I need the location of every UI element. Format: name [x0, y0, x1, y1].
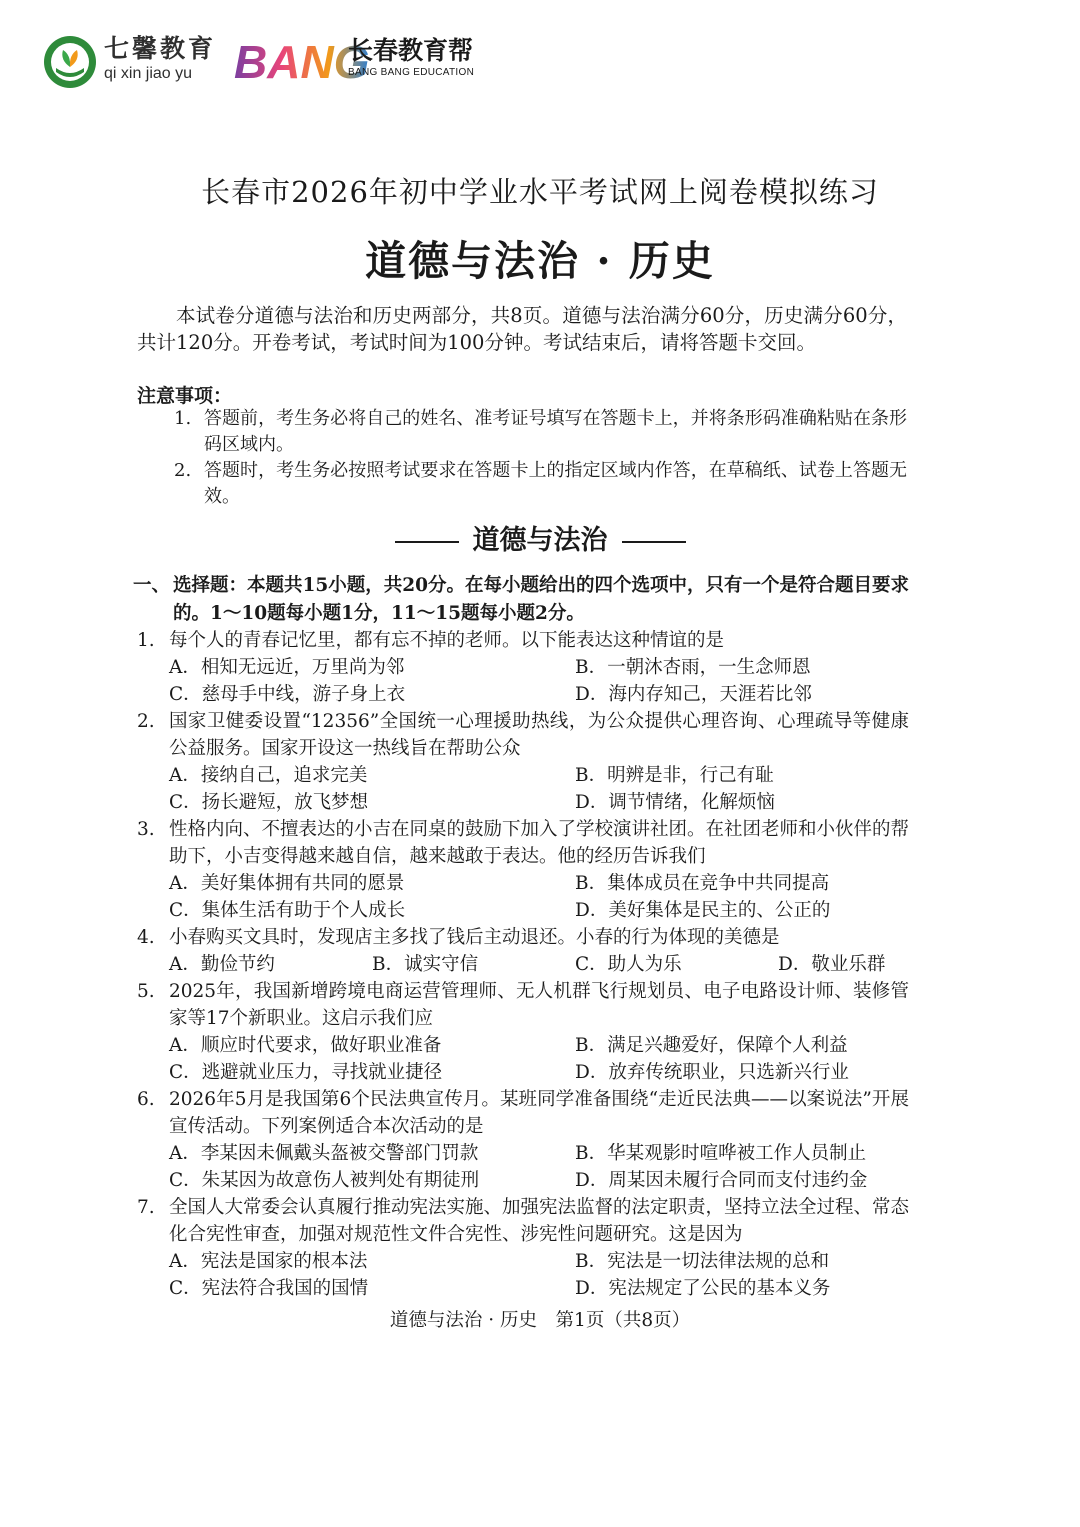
note-text: 答题前，考生务必将自己的姓名、准考证号填写在答题卡上，并将条形码准确粘贴在条形码区域内。: [204, 408, 907, 455]
option-a: A．顺应时代要求，做好职业准备: [169, 1035, 442, 1056]
question-stem: [137, 816, 909, 870]
note-item: [174, 406, 907, 458]
section-title: 道德与法治: [472, 525, 608, 556]
question-list: [137, 627, 909, 1302]
question-6: [137, 1086, 909, 1194]
notes-list: [174, 406, 907, 510]
question-stem: [137, 708, 909, 762]
options: [137, 1140, 909, 1194]
bang-logo-cn: 长春教育帮: [348, 36, 474, 65]
question-stem: [137, 1194, 909, 1248]
question-3: [137, 816, 909, 924]
options: [137, 1248, 909, 1302]
option-c: C．朱某因为故意伤人被判处有期徒刑: [169, 1170, 480, 1191]
options: [137, 951, 909, 978]
question-text: 2026年5月是我国第6个民法典宣传月。某班同学准备围绕“走近民法典——以案说法”开展宣传活动。下列案例适合本次活动的是: [169, 1089, 909, 1137]
note-text: 答题时，考生务必按照考试要求在答题卡上的指定区域内作答，在草稿纸、试卷上答题无效。: [204, 460, 907, 507]
notes-title: 注意事项：: [137, 385, 233, 407]
option-a: A．宪法是国家的根本法: [169, 1251, 368, 1272]
option-a: A．李某因未佩戴头盔被交警部门罚款: [169, 1143, 479, 1164]
note-number: 2.: [174, 460, 192, 481]
option-b: B．一朝沐杏雨，一生念师恩: [575, 657, 811, 678]
qixin-logo-cn: 七馨教育: [104, 34, 217, 63]
question-text: 小春购买文具时，发现店主多找了钱后主动退还。小春的行为体现的美德是: [169, 927, 780, 948]
options: [137, 654, 909, 708]
option-c: C．助人为乐: [575, 954, 682, 975]
bang-logo-text: [348, 38, 474, 78]
option-b: B．满足兴趣爱好，保障个人利益: [575, 1035, 848, 1056]
page-footer: 道德与法治 · 历史 第1页（共8页）: [389, 1310, 691, 1331]
note-number: 1.: [174, 408, 192, 429]
question-number: 4.: [137, 927, 155, 948]
question-7: [137, 1194, 909, 1302]
option-d: D．周某因未履行合同而支付违约金: [575, 1170, 868, 1191]
question-number: 3.: [137, 819, 155, 840]
instruction-number: 一、: [133, 575, 171, 596]
option-a: A．美好集体拥有共同的愿景: [169, 873, 405, 894]
option-c: C．宪法符合我国的国情: [169, 1278, 369, 1299]
exam-title: 长春市2026年初中学业水平考试网上阅卷模拟练习: [201, 175, 879, 209]
option-b: B．明辨是非，行己有耻: [575, 765, 774, 786]
note-item: [174, 458, 907, 510]
question-text: 每个人的青春记忆里，都有忘不掉的老师。以下能表达这种情谊的是: [169, 630, 725, 651]
option-d: D．放弃传统职业，只选新兴行业: [575, 1062, 849, 1083]
question-stem: [137, 924, 909, 951]
section-rule-right: [622, 541, 686, 543]
option-d: D．宪法规定了公民的基本义务: [575, 1278, 831, 1299]
options: [137, 870, 909, 924]
option-d: D．海内存知己，天涯若比邻: [575, 684, 812, 705]
question-stem: [137, 978, 909, 1032]
question-number: 1.: [137, 630, 155, 651]
option-a: A．相知无远近，万里尚为邻: [169, 657, 405, 678]
question-number: 2.: [137, 711, 155, 732]
question-5: [137, 978, 909, 1086]
question-number: 6.: [137, 1089, 155, 1110]
option-c: C．集体生活有助于个人成长: [169, 900, 406, 921]
question-2: [137, 708, 909, 816]
section-heading: [0, 518, 1080, 557]
option-c: C．扬长避短，放飞梦想: [169, 792, 369, 813]
question-text: 国家卫健委设置“12356”全国统一心理援助热线，为公众提供心理咨询、心理疏导等健康公益服务。国家开设这一热线旨在帮助公众: [169, 711, 909, 759]
question-number: 7.: [137, 1197, 155, 1218]
option-d: D．调节情绪，化解烦恼: [575, 792, 775, 813]
instruction-text: 选择题：本题共15小题，共20分。在每小题给出的四个选项中，只有一个是符合题目要求的。1～10题每小题1分，11～15题每小题2分。: [173, 575, 909, 624]
option-d: D．美好集体是民主的、公正的: [575, 900, 831, 921]
intro-paragraph: 本试卷分道德与法治和历史两部分，共8页。道德与法治满分60分，历史满分60分，共计120分。开卷考试，考试时间为100分钟。考试结束后，请将答题卡交回。: [137, 304, 907, 354]
option-b: B．诚实守信: [372, 954, 479, 975]
exam-subtitle: 道德与法治 · 历史: [365, 237, 715, 285]
section-instruction: [133, 572, 909, 628]
option-d: D．敬业乐群: [778, 954, 886, 975]
question-stem: [137, 627, 909, 654]
option-c: C．逃避就业压力，寻找就业捷径: [169, 1062, 443, 1083]
bang-logo-en: BANG BANG EDUCATION: [348, 67, 475, 78]
svg-text:BANG: BANG: [234, 36, 370, 84]
question-text: 2025年，我国新增跨境电商运营管理师、无人机群飞行规划员、电子电路设计师、装修管家等17个新职业。这启示我们应: [169, 981, 909, 1029]
option-a: A．接纳自己，追求完美: [169, 765, 368, 786]
header: [42, 32, 542, 92]
options: [137, 762, 909, 816]
section-rule-left: [395, 541, 459, 543]
option-b: B．宪法是一切法律法规的总和: [575, 1251, 830, 1272]
option-c: C．慈母手中线，游子身上衣: [169, 684, 406, 705]
question-text: 全国人大常委会认真履行推动宪法实施、加强宪法监督的法定职责，坚持立法全过程、常态化合宪性审查，加强对规范性文件合宪性、涉宪性问题研究。这是因为: [169, 1197, 910, 1245]
question-number: 5.: [137, 981, 155, 1002]
instruction-row: [133, 572, 909, 628]
question-1: [137, 627, 909, 708]
question-4: [137, 924, 909, 978]
question-stem: [137, 1086, 909, 1140]
option-b: B．华某观影时喧哗被工作人员制止: [575, 1143, 867, 1164]
option-b: B．集体成员在竞争中共同提高: [575, 873, 830, 894]
qixin-logo-pinyin: qi xin jiao yu: [104, 65, 193, 82]
qixin-logo-icon: [42, 34, 98, 90]
options: [137, 1032, 909, 1086]
question-text: 性格内向、不擅表达的小吉在同桌的鼓励下加入了学校演讲社团。在社团老师和小伙伴的帮助下，小吉变得越来越自信，越来越敢于表达。他的经历告诉我们: [169, 819, 910, 867]
option-a: A．勤俭节约: [169, 954, 275, 975]
qixin-logo-text: [104, 36, 216, 82]
